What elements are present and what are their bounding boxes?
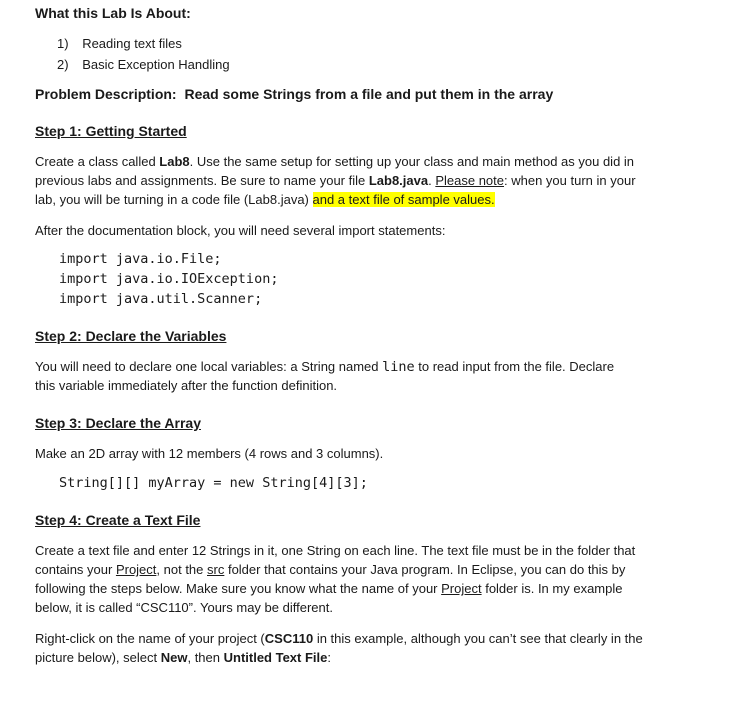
highlighted-text: and a text file of sample values. [312, 192, 495, 207]
variable-name: line [382, 359, 415, 375]
src-term: src [207, 562, 225, 577]
project-term: Project [115, 562, 157, 577]
step1-paragraph-line [35, 152, 634, 171]
array-declaration-code: String[][] myArray = new String[4][3]; [59, 475, 368, 491]
text-run: lab, you will be turning in a code file (Lab8.java) [35, 192, 313, 207]
step1-paragraph-line [35, 190, 495, 209]
project-name: CSC110 [264, 631, 314, 646]
about-item-2 [57, 55, 230, 74]
text-run: . [428, 173, 436, 188]
step4-paragraph-line [35, 648, 331, 667]
menu-untitled-text-file: Untitled Text File [223, 650, 328, 665]
step1-imports-intro: After the documentation block, you will need several import statements: [35, 223, 446, 238]
about-item-1 [57, 34, 182, 53]
step4-heading: Step 4: Create a Text File [35, 512, 201, 528]
step1-paragraph-line [35, 171, 636, 190]
about-item-text: Reading text files [82, 36, 182, 51]
text-run: , not the [156, 562, 207, 577]
menu-new: New [160, 650, 188, 665]
import-statement: import java.io.IOException; [59, 271, 279, 287]
step2-paragraph-line [35, 357, 614, 377]
text-run: You will need to declare one local variables: a String named [35, 359, 383, 374]
text-run: : [327, 650, 331, 665]
text-run: previous labs and assignments. Be sure to name your file [35, 173, 369, 188]
step4-paragraph-line: below, it is called “CSC110”. Yours may be different. [35, 600, 333, 615]
step4-paragraph-line [35, 560, 625, 579]
text-run: . Use the same setup for setting up your class and main method as you did in [189, 154, 635, 169]
text-run: contains your [35, 562, 116, 577]
step4-paragraph-line [35, 629, 643, 648]
import-statement: import java.util.Scanner; [59, 291, 263, 307]
text-run: , then [187, 650, 224, 665]
text-run: Right-click on the name of your project ( [35, 631, 265, 646]
text-run: in this example, although you can’t see that clearly in the [313, 631, 643, 646]
step3-paragraph: Make an 2D array with 12 members (4 rows and 3 columns). [35, 446, 384, 461]
about-heading: What this Lab Is About: [35, 5, 191, 21]
step4-paragraph-line: Create a text file and enter 12 Strings in it, one String on each line. The text file must be in the folder that [35, 543, 636, 558]
step2-heading: Step 2: Declare the Variables [35, 328, 227, 344]
please-note: Please note [435, 173, 505, 188]
step1-heading: Step 1: Getting Started [35, 123, 187, 139]
file-name: Lab8.java [368, 173, 429, 188]
text-run: following the steps below. Make sure you know what the name of your [35, 581, 442, 596]
about-item-text: Basic Exception Handling [82, 57, 230, 72]
problem-label: Problem Description: [35, 86, 177, 102]
step4-paragraph-line [35, 579, 622, 598]
text-run: : when you turn in your [504, 173, 636, 188]
problem-description [35, 85, 553, 104]
about-item-number: 2) [57, 57, 69, 72]
step2-paragraph-line: this variable immediately after the function definition. [35, 378, 338, 393]
step3-heading: Step 3: Declare the Array [35, 415, 201, 431]
text-run: Create a class called [35, 154, 160, 169]
text-run: picture below), select [35, 650, 161, 665]
text-run: folder is. In my example [481, 581, 623, 596]
project-term: Project [441, 581, 482, 596]
text-run: to read input from the file. Declare [414, 359, 615, 374]
import-statement: import java.io.File; [59, 251, 222, 267]
text-run: folder that contains your Java program. In Eclipse, you can do this by [224, 562, 626, 577]
class-name: Lab8 [159, 154, 190, 169]
problem-text: Read some Strings from a file and put them in the array [184, 86, 554, 102]
about-item-number: 1) [57, 36, 69, 51]
